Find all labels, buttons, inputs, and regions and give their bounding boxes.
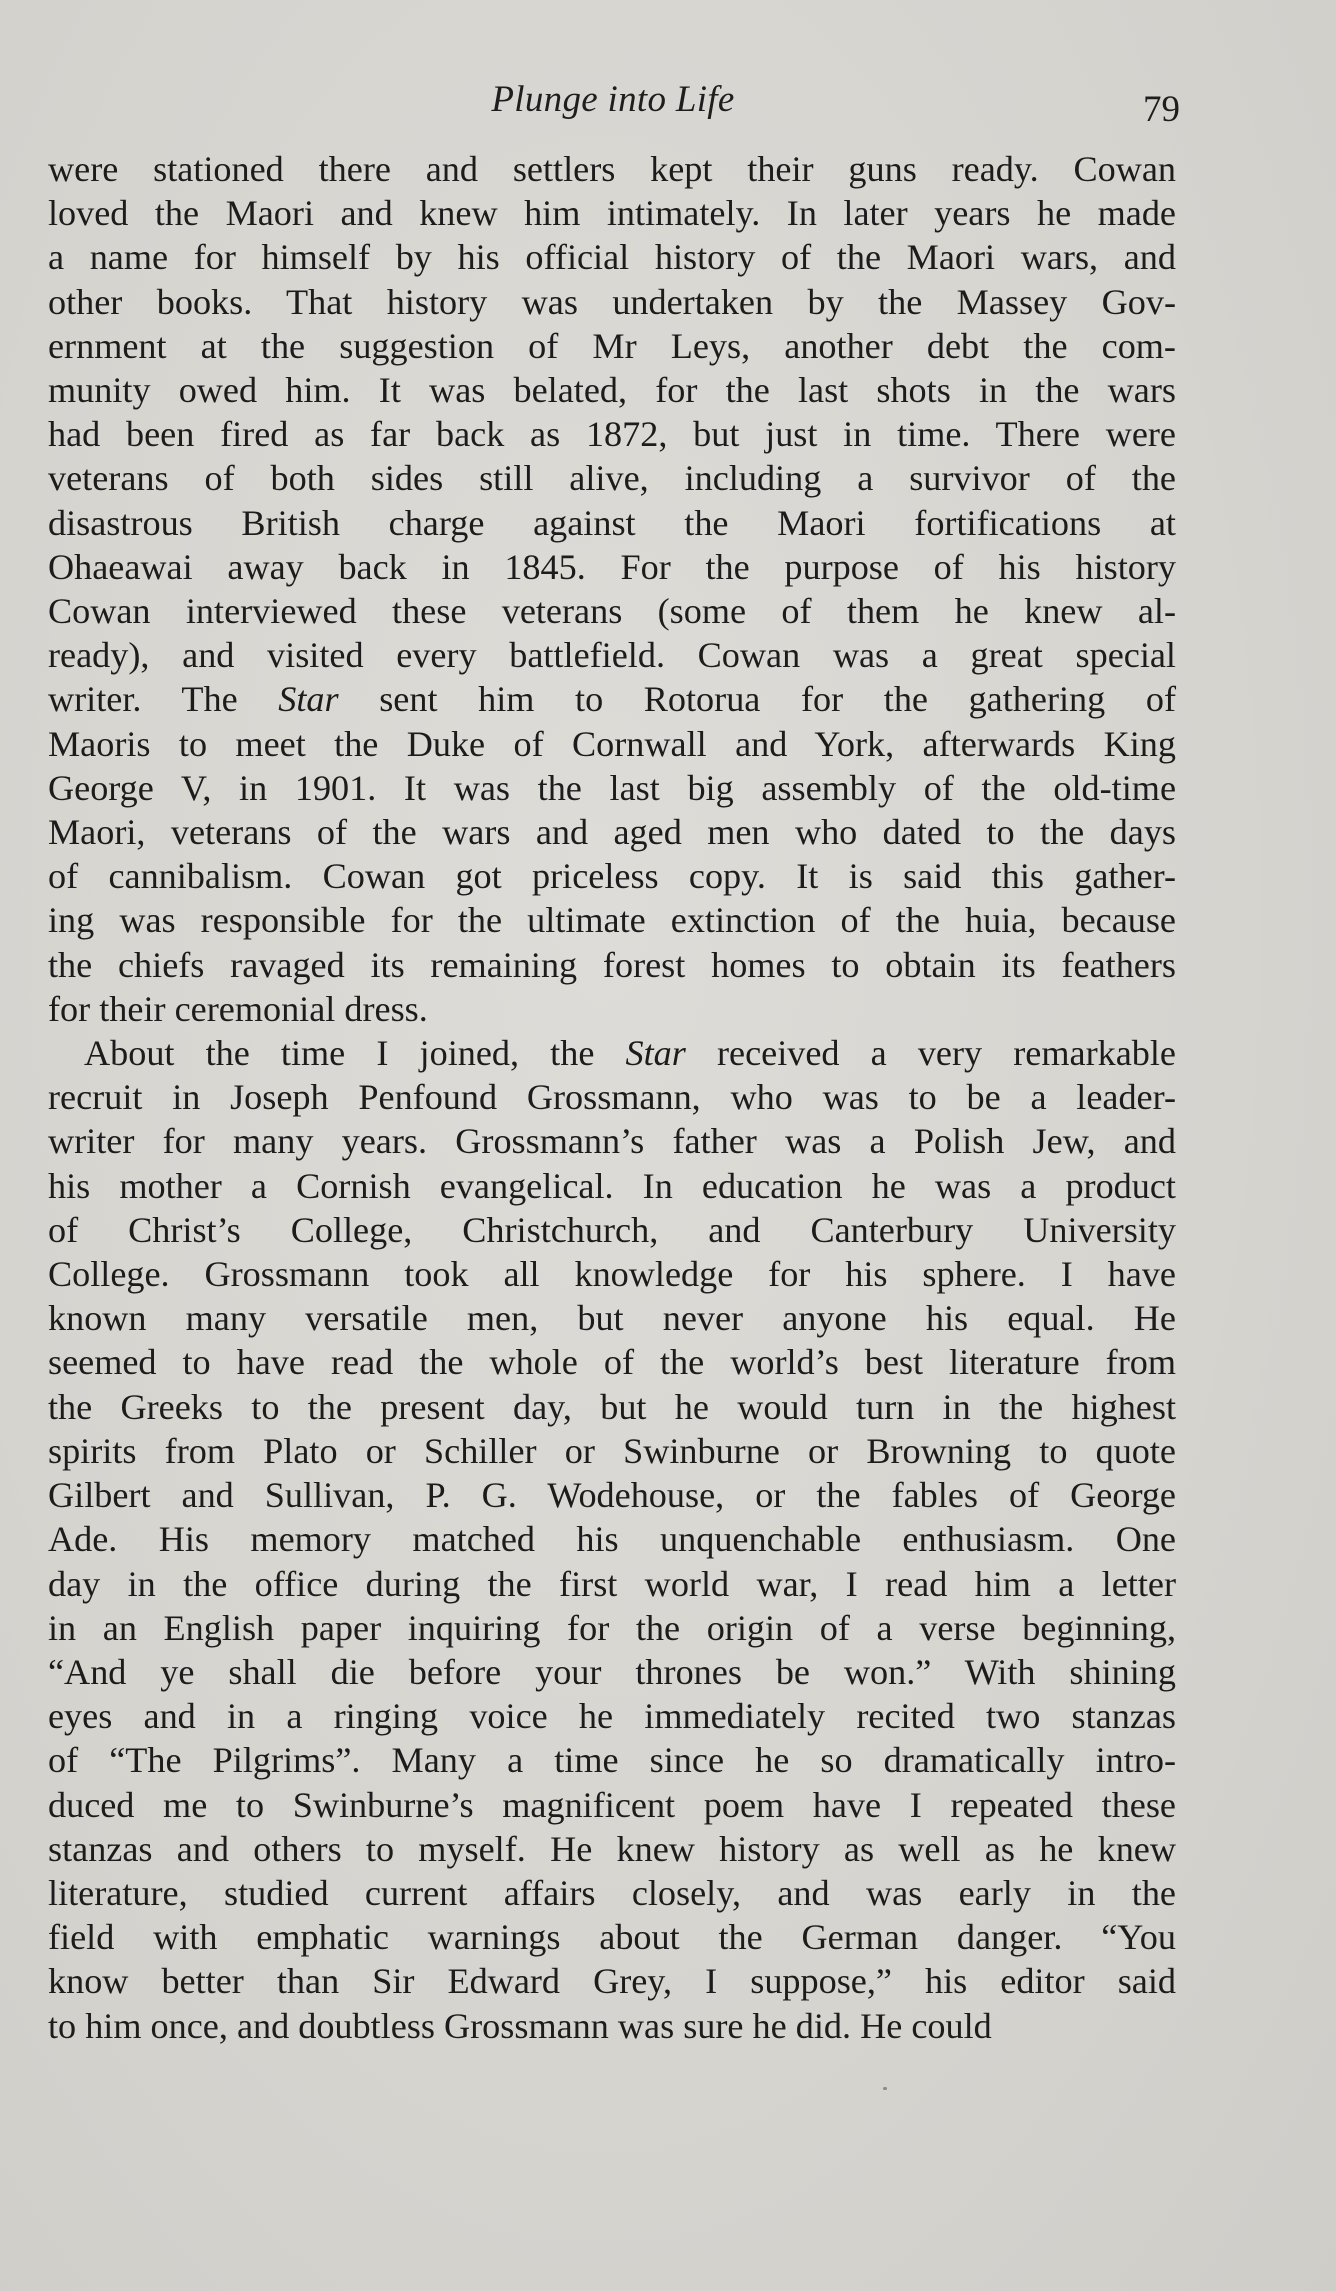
paper-speck: [883, 2087, 887, 2090]
text-line: College. Grossmann took all knowledge for his sphere. I have: [48, 1254, 1176, 1295]
text-line: for their ceremonial dress.: [48, 988, 428, 1029]
text-line: duced me to Swinburne’s magnificent poem have I repeated these: [48, 1784, 1176, 1825]
text-segment: writer. The: [48, 679, 279, 720]
text-line: day in the office during the first world war, I read him a letter: [48, 1563, 1176, 1604]
text-line: Ohaeawai away back in 1845. For the purpose of his history: [48, 546, 1176, 587]
text-line: loved the Maori and knew him intimately. In later years he made: [48, 193, 1176, 234]
text-segment: About the time I joined, the: [84, 1033, 626, 1074]
text-line: ing was responsible for the ultimate extinction of the huia, because: [48, 900, 1176, 941]
text-line: eyes and in a ringing voice he immediately recited two stanzas: [48, 1696, 1176, 1737]
text-line: of Christ’s College, Christchurch, and Canterbury University: [48, 1209, 1176, 1250]
text-line: known many versatile men, but never anyone his equal. He: [48, 1298, 1176, 1339]
text-line: Maori, veterans of the wars and aged men who dated to the days: [48, 812, 1176, 853]
text-segment: sent him to Rotorua for the gathering of: [338, 679, 1176, 720]
text-line: veterans of both sides still alive, including a survivor of the: [48, 458, 1176, 499]
text-line: [48, 1031, 1176, 1075]
paragraph: [48, 147, 1176, 1031]
text-line: disastrous British charge against the Maori fortifications at: [48, 502, 1176, 543]
body-text: [48, 147, 1176, 2048]
text-line: seemed to have read the whole of the world’s best literature from: [48, 1342, 1176, 1383]
text-line: Gilbert and Sullivan, P. G. Wodehouse, or the fables of George: [48, 1475, 1176, 1516]
text-line: of “The Pilgrims”. Many a time since he so dramatically intro-: [48, 1740, 1176, 1781]
text-line: his mother a Cornish evangelical. In education he was a product: [48, 1165, 1176, 1206]
text-line: recruit in Joseph Penfound Grossmann, who was to be a leader-: [48, 1077, 1176, 1118]
text-line: field with emphatic warnings about the German danger. “You: [48, 1917, 1176, 1958]
text-line: ernment at the suggestion of Mr Leys, another debt the com-: [48, 325, 1176, 366]
text-line: had been fired as far back as 1872, but just in time. There were: [48, 414, 1176, 455]
text-line: to him once, and doubtless Grossmann was sure he did. He could: [48, 2005, 992, 2046]
text-line: a name for himself by his official history of the Maori wars, and: [48, 237, 1176, 278]
text-line: literature, studied current affairs closely, and was early in the: [48, 1872, 1176, 1913]
text-segment: received a very remarkable: [685, 1033, 1176, 1074]
text-line: George V, in 1901. It was the last big assembly of the old-time: [48, 767, 1176, 808]
text-line: the Greeks to the present day, but he would turn in the highest: [48, 1386, 1176, 1427]
text-line: “And ye shall die before your thrones be won.” With shining: [48, 1651, 1176, 1692]
paragraph: [48, 1031, 1176, 2048]
text-line: writer for many years. Grossmann’s father was a Polish Jew, and: [48, 1121, 1176, 1162]
page-number: 79: [1143, 89, 1180, 130]
text-line: [48, 677, 1176, 721]
text-line: Maoris to meet the Duke of Cornwall and York, afterwards King: [48, 723, 1176, 764]
text-line: stanzas and others to myself. He knew history as well as he knew: [48, 1828, 1176, 1869]
text-line: other books. That history was undertaken by the Massey Gov-: [48, 281, 1176, 322]
text-line: Cowan interviewed these veterans (some of them he knew al-: [48, 591, 1176, 632]
text-line: the chiefs ravaged its remaining forest homes to obtain its feathers: [48, 944, 1176, 985]
text-line: ready), and visited every battlefield. Cowan was a great special: [48, 635, 1176, 676]
text-line: know better than Sir Edward Grey, I suppose,” his editor said: [48, 1961, 1176, 2002]
text-line: in an English paper inquiring for the origin of a verse beginning,: [48, 1607, 1176, 1648]
text-line: were stationed there and settlers kept their guns ready. Cowan: [48, 149, 1176, 189]
text-line: Ade. His memory matched his unquenchable enthusiasm. One: [48, 1519, 1176, 1560]
running-title: Plunge into Life: [491, 79, 735, 120]
text-line: of cannibalism. Cowan got priceless copy. It is said this gather-: [48, 856, 1176, 897]
italic-title: Star: [278, 679, 339, 720]
text-line: munity owed him. It was belated, for the last shots in the wars: [48, 370, 1176, 411]
italic-title: Star: [625, 1033, 686, 1074]
running-head: [48, 78, 1178, 138]
text-line: spirits from Plato or Schiller or Swinburne or Browning to quote: [48, 1430, 1176, 1471]
